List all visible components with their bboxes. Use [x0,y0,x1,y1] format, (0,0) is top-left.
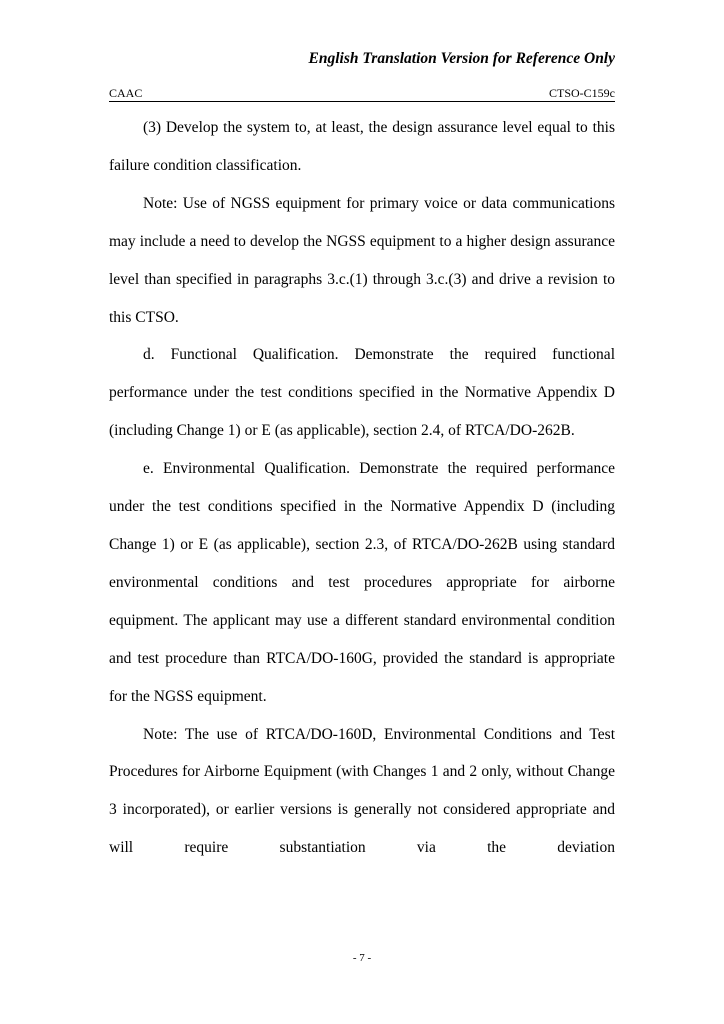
paragraph-design-assurance: (3) Develop the system to, at least, the design assurance level equal to this failure condition classification. [109,119,615,174]
paragraph-functional-qualification: d. Functional Qualification. Demonstrate the required functional performance under the test conditions specified in the Normative Appendix D (including Change 1) or E (as applicable), section 2.4, of RTCA/DO-262B. [109,346,615,440]
document-body [109,109,615,867]
paragraph-note-ngss: Note: Use of NGSS equipment for primary voice or data communications may include a need to develop the NGSS equipment to a higher design assurance level than specified in paragraphs 3.c.(1) through 3.c.(3) and drive a revision to this CTSO. [109,194,615,326]
header-organization: CAAC [109,86,143,100]
paragraph-note-do160d: Note: The use of RTCA/DO-160D, Environmental Conditions and Test Procedures for Airborne Equipment (with Changes 1 and 2 only, without Change 3 incorporated), or earlier versions is generally not considered appropriate and will require substantiation via the deviation [109,725,615,857]
paragraph-environmental-qualification: e. Environmental Qualification. Demonstrate the required performance under the test conditions specified in the Normative Appendix D (including Change 1) or E (as applicable), section 2.3, of RTCA/DO-262B using standard environmental conditions and test procedures appropriate for airborne equipment. The applicant may use a different standard environmental condition and test procedure than RTCA/DO-160G, provided the standard is appropriate for the NGSS equipment. [109,460,615,705]
page-number: - 7 - [352,952,372,964]
header-document-id: CTSO-C159c [549,86,615,100]
document-watermark-title: English Translation Version for Reference Only [308,50,615,67]
header-rule [109,101,615,102]
